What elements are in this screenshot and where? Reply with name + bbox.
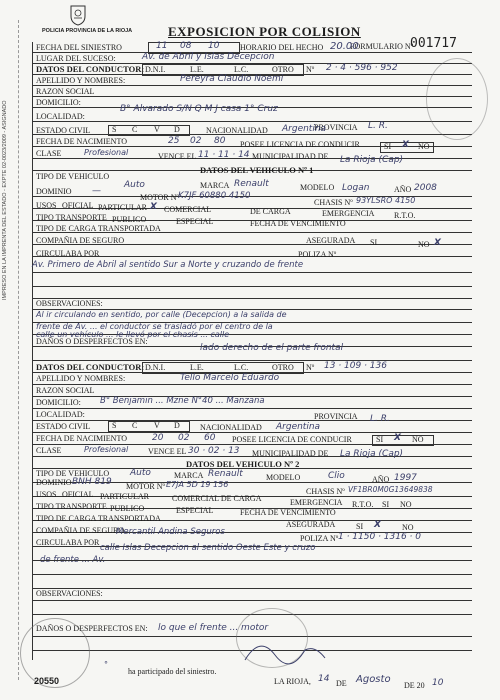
driver2-nacionalidad-label: NACIONALIDAD xyxy=(200,423,262,432)
driver2-nacimiento-label: FECHA DE NACIMIENTO xyxy=(36,434,127,443)
footer-month[interactable]: Agosto xyxy=(356,674,391,685)
driver1-section-title: DATOS DEL CONDUCTOR: xyxy=(36,64,145,74)
driver2-apellido-label: APELLIDO Y NOMBRES: xyxy=(36,374,126,383)
driver1-nacionalidad-value[interactable]: Argentina xyxy=(282,124,327,134)
vehicle2-oficial[interactable]: OFICIAL xyxy=(62,490,94,499)
driver1-le[interactable]: L.E. xyxy=(190,65,204,74)
footer-stamp-code: 20550 xyxy=(34,676,60,686)
vehicle1-emergencia[interactable]: EMERGENCIA xyxy=(322,209,375,218)
vehicle1-ano-label: AÑO xyxy=(394,185,412,194)
vehicle1-obs-line2[interactable]: frente de Av. ... el conductor se trasladó por el centro de la xyxy=(36,322,273,331)
driver1-estado-c[interactable]: C xyxy=(132,125,138,134)
vehicle2-motor-value[interactable]: E7JA 5D 19 156 xyxy=(166,480,229,489)
vehicle1-asegurada-si[interactable]: SI xyxy=(370,238,378,247)
driver2-estado-label: ESTADO CIVIL xyxy=(36,422,91,431)
vehicle2-chasis-label: CHASIS Nº xyxy=(306,487,345,496)
driver2-section-title: DATOS DEL CONDUCTOR: xyxy=(36,362,145,372)
driver2-vence-value[interactable]: 30 · 02 · 13 xyxy=(188,446,240,456)
driver1-vence-label: VENCE EL xyxy=(158,152,197,161)
vehicle2-modelo-value[interactable]: Clio xyxy=(328,471,345,481)
driver2-nac-year[interactable]: 60 xyxy=(204,433,216,443)
driver1-estado-d[interactable]: D xyxy=(174,125,180,134)
driver1-nacionalidad-label: NACIONALIDAD xyxy=(206,126,268,135)
vehicle1-transporte-label: TIPO TRANSPORTE xyxy=(36,213,107,222)
vehicle2-observaciones-label: OBSERVACIONES: xyxy=(36,589,103,598)
vehicle2-rto-no[interactable]: NO xyxy=(400,500,412,509)
vehicle2-carga-transportada-label: TIPO DE CARGA TRANSPORTADA xyxy=(36,514,161,523)
vehicle2-emergencia[interactable]: EMERGENCIA xyxy=(290,498,343,507)
vehicle1-motor-value[interactable]: K7JF 60880 4150 xyxy=(178,191,251,201)
driver1-licencia-si[interactable]: SI xyxy=(384,142,392,151)
driver2-licencia-si[interactable]: SI xyxy=(376,435,384,444)
driver2-le[interactable]: L.E. xyxy=(190,363,204,372)
driver1-nac-month[interactable]: 02 xyxy=(190,136,202,146)
form-number-label: FORMULARIO Nº xyxy=(350,42,414,51)
vehicle2-ano-value[interactable]: 1997 xyxy=(394,473,417,483)
vehicle1-particular-mark: X xyxy=(150,202,157,212)
vehicle2-motor-label: MOTOR Nº xyxy=(126,482,166,491)
signature xyxy=(240,630,330,670)
driver2-licencia-label: POSEE LICENCIA DE CONDUCIR xyxy=(232,435,352,444)
vehicle1-chasis-label: CHASIS Nº xyxy=(314,198,353,207)
driver2-municipalidad-label: MUNICIPALIDAD DE xyxy=(252,449,329,458)
province-name: POLICIA PROVINCIA DE LA RIOJA xyxy=(42,28,133,34)
vehicle1-circulaba-value[interactable]: Av. Primero de Abril al sentido Sur a Norte y cruzando de frente xyxy=(32,260,304,270)
vehicle2-rto[interactable]: R.T.O. xyxy=(352,500,374,509)
driver1-clase-label: CLASE xyxy=(36,149,62,158)
vehicle2-poliza-label: POLIZA Nº xyxy=(300,534,339,543)
vehicle2-tipo-label: TIPO DE VEHICULO xyxy=(36,469,110,478)
vehicle2-poliza-value[interactable]: 1 · 1150 · 1316 · 0 xyxy=(338,532,422,542)
footer-participant-mark: ° xyxy=(104,660,108,669)
driver1-licencia-label: POSEE LICENCIA DE CONDUCIR xyxy=(240,140,360,149)
side-vertical-text: IMPRESO EN LA IMPRENTA DEL ESTADO - EXPTE 02-0023/2009 - ASIGNADO xyxy=(2,100,8,300)
vehicle1-oficial[interactable]: OFICIAL xyxy=(62,201,94,210)
vehicle1-motor-label: MOTOR Nº xyxy=(140,193,180,202)
driver1-estado-v[interactable]: V xyxy=(154,125,160,134)
vehicle2-circulaba-label: CIRCULABA POR xyxy=(36,538,100,547)
vehicle1-ano-value[interactable]: 2008 xyxy=(414,183,437,193)
vehicle2-usos-label: USOS xyxy=(36,490,57,499)
left-perforation-strip xyxy=(18,20,19,680)
driver1-municipalidad-label: MUNICIPALIDAD DE xyxy=(252,152,329,161)
vehicle1-marca-value[interactable]: Renault xyxy=(234,179,269,189)
vehicle1-particular[interactable]: PARTICULAR xyxy=(98,203,148,212)
vehicle2-ano-label: AÑO xyxy=(372,475,390,484)
police-stamp-top-right xyxy=(426,58,488,140)
driver2-municipalidad-value[interactable]: La Rioja (Cap) xyxy=(340,449,404,459)
driver2-nac-month[interactable]: 02 xyxy=(178,433,190,443)
vehicle2-danos-value[interactable]: lo que el frente ... motor xyxy=(158,623,269,633)
vehicle1-usos-label: USOS xyxy=(36,201,57,210)
driver1-vence-value[interactable]: 11 · 11 · 14 xyxy=(198,150,250,160)
driver2-razon-label: RAZON SOCIAL xyxy=(36,386,95,395)
vehicle1-obs-line3[interactable]: calle un vehículo ... le llevó por el chasis ... calle xyxy=(36,330,230,339)
vehicle2-tipo-value[interactable]: Auto xyxy=(130,468,151,478)
vehicle2-asegurada-no[interactable]: NO xyxy=(402,523,414,532)
driver1-provincia-value[interactable]: L. R. xyxy=(368,121,388,131)
driver1-domicilio-value[interactable]: B° Alvarado S/N Q M J casa 1° Cruz xyxy=(120,104,278,114)
footer-city: LA RIOJA, xyxy=(274,677,311,686)
vehicle1-obs-line1[interactable]: Al ir circulando en sentido, por calle (Decepcion) a la salida de xyxy=(36,310,287,319)
vehicle1-observaciones-label: OBSERVACIONES: xyxy=(36,299,103,308)
vehicle2-danos-label: DAÑOS O DESPERFECTOS EN: xyxy=(36,624,148,633)
driver1-nacimiento-label: FECHA DE NACIMIENTO xyxy=(36,137,127,146)
driver2-clase-label: CLASE xyxy=(36,446,62,455)
vehicle2-chasis-value[interactable]: VF1BR0M0G13649838 xyxy=(348,485,433,494)
vehicle1-comercial[interactable]: COMERCIAL xyxy=(164,205,212,214)
driver2-nac-day[interactable]: 20 xyxy=(152,433,164,443)
vehicle1-danos-label: DAÑOS O DESPERFECTOS EN: xyxy=(36,337,148,346)
driver2-num-label: Nº xyxy=(306,363,315,372)
province-seal-icon xyxy=(68,4,88,26)
footer-de1: DE xyxy=(336,679,347,688)
footer-participated: ha participado del siniestro. xyxy=(128,667,217,676)
fecha-siniestro-label: FECHA DEL SINIESTRO xyxy=(36,43,122,52)
driver1-lc[interactable]: L.C. xyxy=(234,65,249,74)
driver1-otro[interactable]: OTRO xyxy=(272,65,294,74)
vehicle2-marca-value[interactable]: Renault xyxy=(208,469,243,479)
driver1-dni[interactable]: D.N.I. xyxy=(145,65,166,74)
vehicle2-circulaba-value[interactable]: calle Islas Decepcion al sentido Oeste Este y cruzo xyxy=(100,543,316,553)
driver2-lc[interactable]: L.C. xyxy=(234,363,249,372)
driver1-domicilio-label: DOMICILIO: xyxy=(36,98,81,107)
driver1-estado-label: ESTADO CIVIL xyxy=(36,126,91,135)
vehicle1-especial[interactable]: ESPECIAL xyxy=(176,217,214,226)
driver2-clase-value[interactable]: Profesional xyxy=(84,445,129,454)
driver1-doc-number[interactable]: 2 · 4 · 596 · 952 xyxy=(326,63,398,73)
vehicle2-especial[interactable]: ESPECIAL xyxy=(176,506,214,515)
driver1-estado-s[interactable]: S xyxy=(112,125,117,134)
driver2-estado-c[interactable]: C xyxy=(132,421,138,430)
vehicle1-circulaba-label: CIRCULABA POR xyxy=(36,249,100,258)
vehicle1-vencimiento-label: FECHA DE VENCIMIENTO xyxy=(250,219,346,228)
vehicle2-seguro-value[interactable]: Mercantil Andina Seguros xyxy=(116,527,225,537)
vehicle1-rto[interactable]: R.T.O. xyxy=(394,211,416,220)
driver2-estado-d[interactable]: D xyxy=(174,421,180,430)
vehicle2-comercial[interactable]: COMERCIAL DE CARGA xyxy=(172,494,262,503)
driver1-razon-label: RAZON SOCIAL xyxy=(36,87,95,96)
horario-label: HORARIO DEL HECHO xyxy=(240,43,324,52)
driver2-domicilio-value[interactable]: B° Benjamin ... Mzne N°40 ... Manzana xyxy=(100,396,265,406)
driver2-provincia-label: PROVINCIA xyxy=(314,412,358,421)
driver1-licencia-no[interactable]: NO xyxy=(418,142,430,151)
driver1-municipalidad-value[interactable]: La Rioja (Cap) xyxy=(340,155,404,165)
vehicle1-modelo-label: MODELO xyxy=(300,183,335,192)
driver2-otro[interactable]: OTRO xyxy=(272,363,294,372)
vehicle1-asegurada-label: ASEGURADA xyxy=(306,236,356,245)
driver2-provincia-value[interactable]: L. R. xyxy=(370,414,390,424)
driver1-nac-day[interactable]: 25 xyxy=(168,136,180,146)
driver2-estado-v[interactable]: V xyxy=(154,421,160,430)
vehicle1-carga-transportada-label: TIPO DE CARGA TRANSPORTADA xyxy=(36,224,161,233)
lugar-value[interactable]: Av. de Abril y Islas Decepcion xyxy=(142,52,275,62)
driver2-licencia-mark: X xyxy=(394,433,401,443)
driver1-provincia-label: PROVINCIA xyxy=(314,123,358,132)
vehicle1-dominio-label: DOMINIO xyxy=(36,187,72,196)
vehicle2-asegurada-label: ASEGURADA xyxy=(286,520,336,529)
vehicle1-tipo-label: TIPO DE VEHICULO xyxy=(36,172,110,181)
vehicle2-asegurada-mark: X xyxy=(374,520,381,530)
vehicle2-particular[interactable]: PARTICULAR xyxy=(100,492,150,501)
vehicle2-transporte-label: TIPO TRANSPORTE xyxy=(36,502,107,511)
fecha-siniestro-day: 11 xyxy=(156,41,168,51)
vehicle1-asegurada-mark: X xyxy=(434,238,441,248)
vehicle2-rto-si[interactable]: SI xyxy=(382,500,390,509)
footer-year[interactable]: 10 xyxy=(432,678,444,688)
vehicle1-danos-value[interactable]: lado derecho de el parte frontal xyxy=(200,343,344,353)
vehicle2-dominio-label: DOMINIO xyxy=(36,478,72,487)
vehicle1-poliza-label: POLIZA Nº xyxy=(298,250,337,259)
horario-value[interactable]: 20.00 xyxy=(330,41,359,52)
vehicle1-chasis-value[interactable]: 93YLSRO 4150 xyxy=(356,196,416,205)
form-title: EXPOSICION POR COLISION xyxy=(168,24,361,39)
vehicle1-tipo-value[interactable]: Auto xyxy=(124,180,145,190)
vehicle1-carga[interactable]: DE CARGA xyxy=(250,207,291,216)
fecha-siniestro-year: 10 xyxy=(208,41,220,51)
footer-day[interactable]: 14 xyxy=(318,674,330,684)
vehicle1-seguro-label: COMPAÑIA DE SEGURO xyxy=(36,236,125,245)
vehicle2-modelo-label: MODELO xyxy=(266,473,301,482)
lugar-label: LUGAR DEL SUCESO: xyxy=(36,54,116,63)
vehicle2-section-title: DATOS DEL VEHICULO Nº 2 xyxy=(186,459,300,469)
vehicle1-asegurada-no[interactable]: NO xyxy=(418,240,430,249)
driver1-nac-year[interactable]: 80 xyxy=(214,136,226,146)
driver2-nacionalidad-value[interactable]: Argentina xyxy=(276,422,321,432)
vehicle2-asegurada-si[interactable]: SI xyxy=(356,522,364,531)
driver2-domicilio-label: DOMICILIO: xyxy=(36,398,81,407)
driver1-clase-value[interactable]: Profesional xyxy=(84,148,129,157)
vehicle2-publico[interactable]: PUBLICO xyxy=(110,504,145,513)
driver2-dni[interactable]: D.N.I. xyxy=(145,363,166,372)
vehicle1-dominio-value[interactable]: — xyxy=(92,186,101,196)
vehicle2-marca-label: MARCA xyxy=(174,471,204,480)
driver1-licencia-mark: X xyxy=(402,140,409,150)
fecha-siniestro-month: 08 xyxy=(180,41,192,51)
vehicle1-section-title: DATOS DEL VEHICULO Nº 1 xyxy=(200,165,314,175)
vehicle2-dominio-value[interactable]: BNH 819 xyxy=(72,477,112,487)
driver2-estado-s[interactable]: S xyxy=(112,421,117,430)
footer-de2: DE 20 xyxy=(404,681,425,690)
vehicle2-seguro-label: COMPAÑIA DE SEGURO xyxy=(36,526,125,535)
driver1-apellido-value[interactable]: Pereyra Claudio Noemi xyxy=(180,74,284,84)
vehicle1-modelo-value[interactable]: Logan xyxy=(342,183,370,193)
vehicle2-vencimiento-label: FECHA DE VENCIMIENTO xyxy=(240,508,336,517)
form-number: 001717 xyxy=(410,36,457,51)
driver1-num-label: Nº xyxy=(306,65,315,74)
vehicle1-publico[interactable]: PUBLICO xyxy=(112,215,147,224)
vehicle2-circulaba-value2[interactable]: de frente ... Av. xyxy=(40,555,106,565)
driver2-localidad-label: LOCALIDAD: xyxy=(36,410,85,419)
driver2-apellido-value[interactable]: Tello Marcelo Eduardo xyxy=(180,373,280,383)
driver1-localidad-label: LOCALIDAD: xyxy=(36,112,85,121)
driver2-licencia-no[interactable]: NO xyxy=(412,435,424,444)
driver2-doc-number[interactable]: 13 · 109 · 136 xyxy=(324,361,387,371)
vehicle1-marca-label: MARCA xyxy=(200,181,230,190)
driver2-vence-label: VENCE EL xyxy=(148,447,187,456)
driver1-apellido-label: APELLIDO Y NOMBRES: xyxy=(36,76,126,85)
